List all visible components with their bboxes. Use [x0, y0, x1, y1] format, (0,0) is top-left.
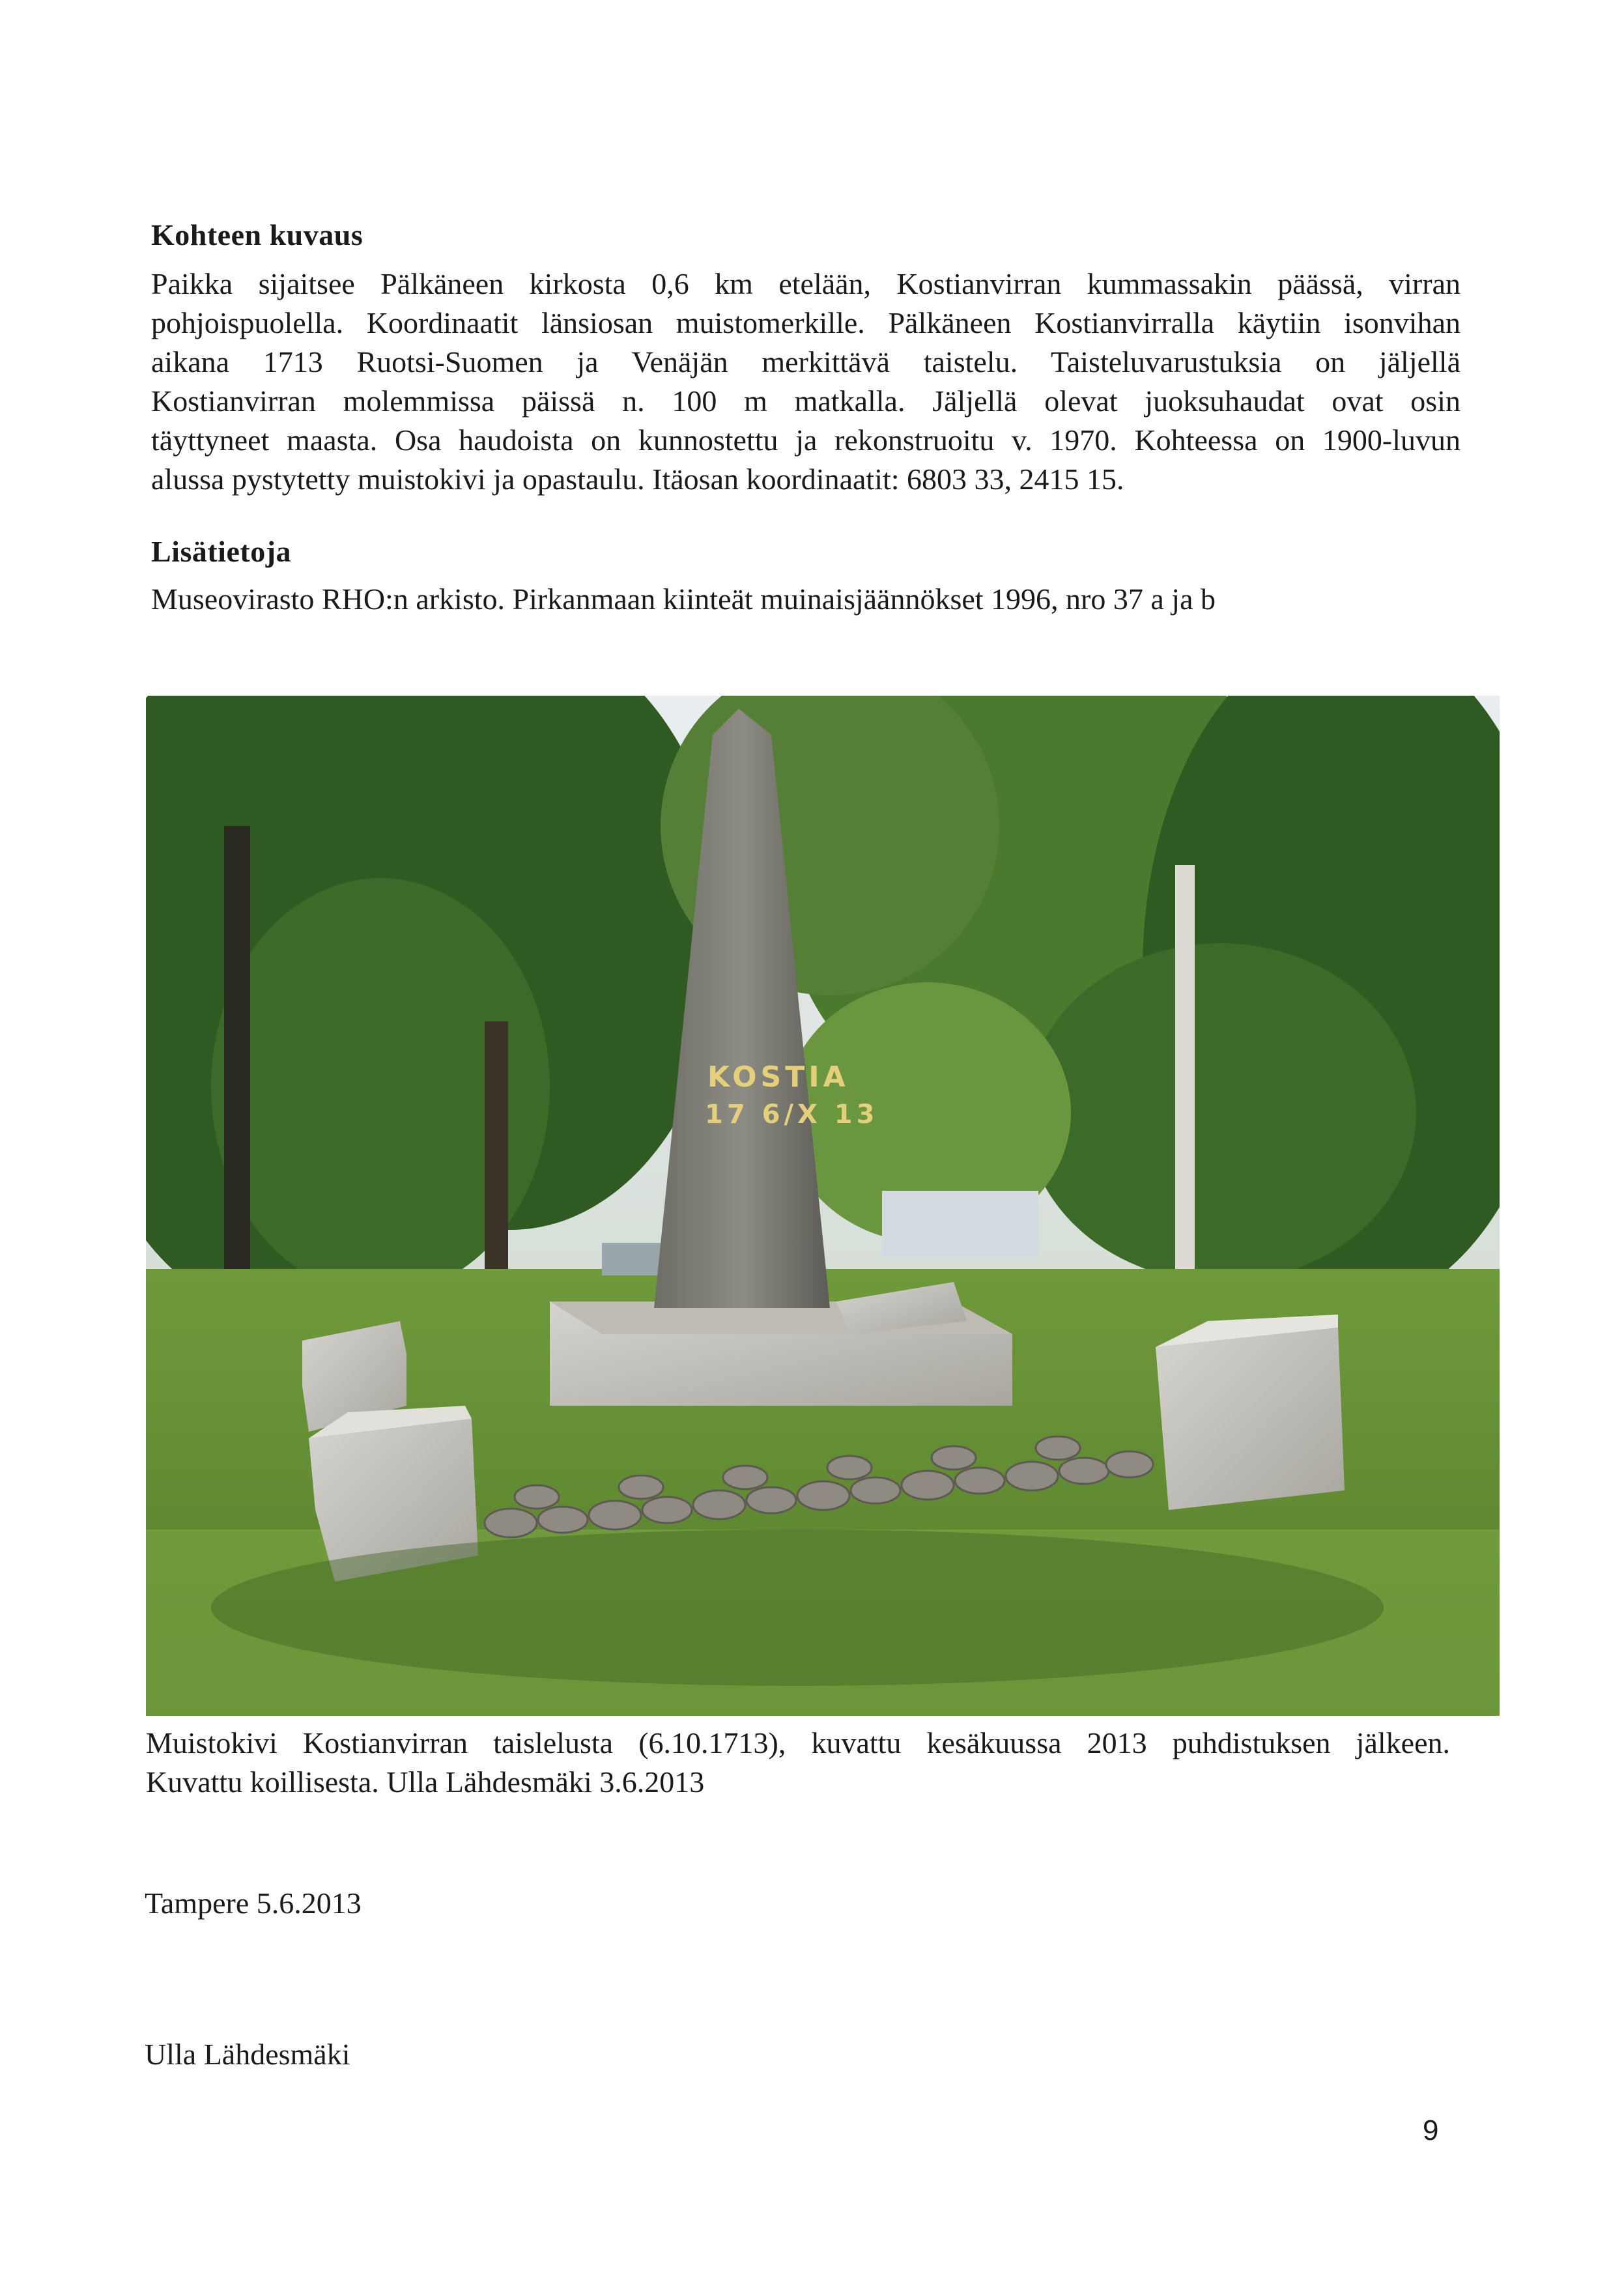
paragraph-line: alussa pystytetty muistokivi ja opastaulu. Itäosan koordinaatit: 6803 33, 2415 15. — [151, 462, 1124, 496]
paragraph-line: täyttyneet maasta. Osa haudoista on kunnostettu ja rekonstruoitu v. 1970. Kohteessa on 1900-luvun — [151, 423, 1460, 457]
author-name: Ulla Lähdesmäki — [145, 2038, 350, 2071]
paragraph-line: Kostianvirran molemmissa päissä n. 100 m matkalla. Jäljellä olevat juoksuhaudat ovat osin — [151, 384, 1460, 418]
monument-photo-illustration — [146, 696, 1500, 1716]
additional-info-text: Museovirasto RHO:n arkisto. Pirkanmaan kiinteät muinaisjäännökset 1996, nro 37 a ja b — [151, 582, 1216, 616]
caption-line: Muistokivi Kostianvirran taislelusta (6.10.1713), kuvattu kesäkuussa 2013 puhdistuksen jälkeen. — [146, 1726, 1450, 1759]
place-date: Tampere 5.6.2013 — [145, 1886, 362, 1920]
caption-line: Kuvattu koillisesta. Ulla Lähdesmäki 3.6.2013 — [146, 1765, 705, 1799]
inscription-kostia: KOSTIA — [707, 1060, 849, 1094]
inscription-date: 17 6/X 13 — [705, 1100, 879, 1130]
page-number: 9 — [1423, 2114, 1439, 2146]
monument-photo — [146, 696, 1500, 1716]
paragraph-line: Paikka sijaitsee Pälkäneen kirkosta 0,6 km etelään, Kostianvirran kummassakin päässä, virran — [151, 267, 1460, 300]
paragraph-line: aikana 1713 Ruotsi-Suomen ja Venäjän merkittävä taistelu. Taisteluvarustuksia on jäljellä — [151, 345, 1460, 378]
section-heading-additional-info: Lisätietoja — [151, 535, 292, 568]
section-heading-description: Kohteen kuvaus — [151, 218, 363, 251]
paragraph-line: pohjoispuolella. Koordinaatit länsiosan muistomerkille. Pälkäneen Kostianvirralla käytiin isonvihan — [151, 306, 1460, 339]
